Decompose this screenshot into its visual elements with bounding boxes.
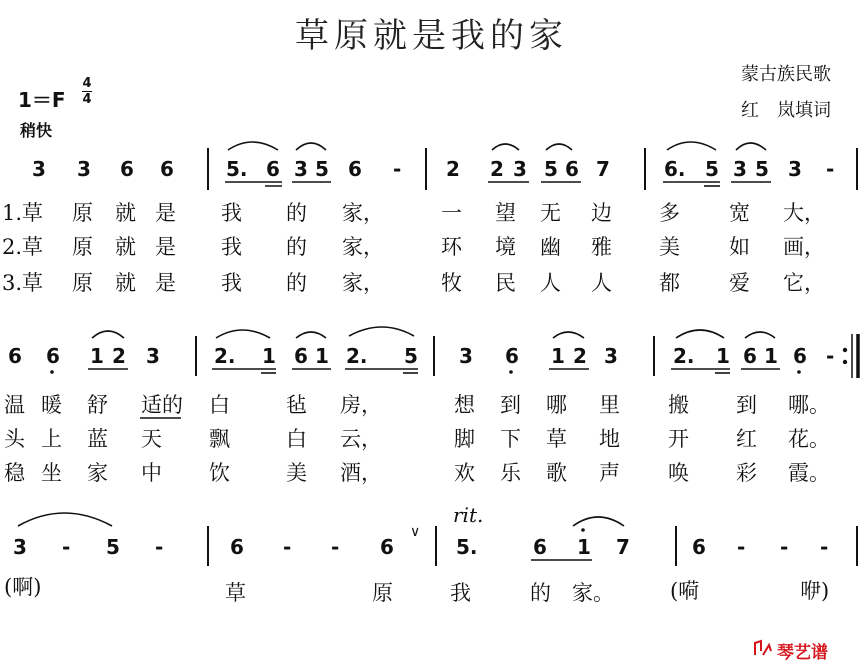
lyric: 白 <box>286 427 307 451</box>
lyric: 声 <box>599 461 620 485</box>
note: - <box>331 535 340 559</box>
lyric: 下 <box>500 427 521 451</box>
lyric: 草 <box>546 427 567 451</box>
note: 3 <box>513 157 527 181</box>
slur <box>18 513 112 526</box>
note: 1 <box>764 344 778 368</box>
lyric: 的 <box>530 581 551 605</box>
slur <box>546 144 572 150</box>
note: - <box>155 535 164 559</box>
lyric: 舒 <box>87 393 108 417</box>
note: 5 <box>755 157 769 181</box>
note: - <box>393 157 402 181</box>
repeat-dot <box>843 360 847 364</box>
note: 5 <box>404 344 418 368</box>
lyric: 坐 <box>41 461 62 485</box>
lyric: 原 <box>72 235 93 259</box>
note: 5 <box>315 157 329 181</box>
lyric: 一 <box>441 201 462 225</box>
lyric: 境 <box>495 235 516 259</box>
slur <box>216 330 270 338</box>
lyric: 原 <box>72 271 93 295</box>
note: - <box>780 535 789 559</box>
origin-credit: 蒙古族民歌 <box>741 64 831 85</box>
lyric: 暖 <box>41 393 62 417</box>
slur <box>349 327 414 336</box>
lyric: 乐 <box>500 461 521 485</box>
note: 6 <box>793 344 807 368</box>
lyric: 云， <box>340 427 382 451</box>
slur <box>228 142 278 150</box>
lyric: 原 <box>72 201 93 225</box>
lyric: 中 <box>141 461 162 485</box>
note: 1 <box>90 344 104 368</box>
note: 3 <box>604 344 618 368</box>
lyric: 红 <box>736 427 757 451</box>
lyric: 的 <box>286 235 307 259</box>
lyric: 饮 <box>209 461 230 485</box>
lyric: 望 <box>495 201 516 225</box>
lyric: 地 <box>599 427 620 451</box>
slur <box>492 144 519 150</box>
note: 5 <box>705 157 719 181</box>
note: 6 <box>505 344 519 368</box>
note: 6 <box>533 535 547 559</box>
note: 3 <box>788 157 802 181</box>
note: 3 <box>146 344 160 368</box>
note: 6 <box>266 157 280 181</box>
note: 1 <box>551 344 565 368</box>
lyric: 到 <box>500 393 521 417</box>
lyric: 蓝 <box>87 427 108 451</box>
note: 5 <box>544 157 558 181</box>
note: 6 <box>380 535 394 559</box>
lyric: 我 <box>221 235 242 259</box>
lyric: 家 <box>87 461 108 485</box>
note: 2 <box>490 157 504 181</box>
note: 6 <box>8 344 22 368</box>
breath-mark: ∨ <box>410 524 421 540</box>
note: 1 <box>716 344 730 368</box>
note: 5. <box>226 157 248 181</box>
lyric: 酒， <box>340 461 382 485</box>
octave-dot <box>509 370 513 374</box>
lyric: 画， <box>783 235 825 259</box>
logo-text: 琴艺谱 <box>777 643 828 663</box>
lyric: 白 <box>209 393 230 417</box>
lyric: 搬 <box>668 393 689 417</box>
slur <box>676 330 724 338</box>
tempo-marking: 稍快 <box>20 121 53 140</box>
lyric: 就 <box>115 235 136 259</box>
lyric: 美 <box>286 461 307 485</box>
note: 2 <box>573 344 587 368</box>
lyric: 草 <box>225 581 246 605</box>
note: 3 <box>32 157 46 181</box>
song-title: 草原就是我的家 <box>295 16 568 56</box>
lyric: 咿) <box>800 579 830 603</box>
lyric: 开 <box>668 427 689 451</box>
lyric: 唤 <box>668 461 689 485</box>
octave-dot <box>581 528 585 532</box>
note: 6 <box>160 157 174 181</box>
watermark-logo <box>753 638 853 663</box>
lyric: 原 <box>372 581 393 605</box>
score-line-1 <box>2 142 857 296</box>
lyric: 到 <box>736 393 757 417</box>
note: - <box>826 344 835 368</box>
note: 1 <box>315 344 329 368</box>
slur <box>92 331 124 338</box>
lyric: 头 <box>4 427 25 451</box>
note: 6 <box>743 344 757 368</box>
lyric: 就 <box>115 201 136 225</box>
note: 6. <box>664 157 686 181</box>
lyric: 3.草 <box>2 271 44 295</box>
note: 6 <box>692 535 706 559</box>
music-logo-icon <box>753 639 773 657</box>
note: - <box>62 535 71 559</box>
lyric: 是 <box>155 235 176 259</box>
note: 3 <box>77 157 91 181</box>
note: - <box>820 535 829 559</box>
note: 7 <box>596 157 610 181</box>
slur <box>296 332 326 338</box>
note: 6 <box>46 344 60 368</box>
slur <box>553 332 584 338</box>
score-line-2 <box>4 327 858 486</box>
lyric: 房， <box>340 393 382 417</box>
note: - <box>737 535 746 559</box>
note: 3 <box>733 157 747 181</box>
key-signature: 1＝F <box>18 88 66 112</box>
lyricist-credit: 红 岚填词 <box>741 100 831 121</box>
lyric: 想 <box>454 393 475 417</box>
lyric: 美 <box>659 235 680 259</box>
lyric: 1.草 <box>2 201 44 225</box>
lyric: 我 <box>221 271 242 295</box>
lyric: 人 <box>540 271 561 295</box>
time-signature-top: 4 <box>82 76 92 91</box>
note: 5. <box>456 535 478 559</box>
lyric: 上 <box>41 427 62 451</box>
note: 6 <box>120 157 134 181</box>
lyric: 歌 <box>546 461 567 485</box>
lyric: 的 <box>286 271 307 295</box>
ritardando-mark: rit. <box>453 503 484 527</box>
note: 5 <box>106 535 120 559</box>
lyric: 稳 <box>4 461 25 485</box>
lyric: 花。 <box>788 427 830 451</box>
lyric: 它， <box>783 271 825 295</box>
lyric: 大， <box>783 201 825 225</box>
note: 6 <box>230 535 244 559</box>
note: 3 <box>459 344 473 368</box>
lyric: 飘 <box>209 427 230 451</box>
lyric: 我 <box>450 581 471 605</box>
lyric: 幽 <box>540 235 561 259</box>
note: 2 <box>446 157 460 181</box>
lyric: 无 <box>540 201 561 225</box>
lyric: 家， <box>342 201 384 225</box>
octave-dot <box>797 370 801 374</box>
lyric: 温 <box>4 393 25 417</box>
time-signature-bottom: 4 <box>82 92 92 107</box>
lyric: 适的 <box>141 393 183 417</box>
lyric: 欢 <box>454 461 475 485</box>
lyric: 多 <box>659 201 680 225</box>
lyric: 2.草 <box>2 235 44 259</box>
note: 1 <box>262 344 276 368</box>
note: - <box>283 535 292 559</box>
lyric: 家， <box>342 235 384 259</box>
slur <box>745 332 775 338</box>
note: 7 <box>616 535 630 559</box>
note: 6 <box>565 157 579 181</box>
slur <box>736 143 766 150</box>
lyric: 雅 <box>591 235 612 259</box>
note: 3 <box>13 535 27 559</box>
lyric: (啊) <box>4 575 42 599</box>
lyric: 里 <box>599 393 620 417</box>
note: - <box>826 157 835 181</box>
note: 3 <box>294 157 308 181</box>
lyric: 是 <box>155 271 176 295</box>
lyric: 的 <box>286 201 307 225</box>
lyric: 宽 <box>729 201 750 225</box>
lyric: (嗬 <box>670 579 700 603</box>
note: 2. <box>214 344 236 368</box>
octave-dot <box>50 370 54 374</box>
slur <box>667 142 716 150</box>
lyric: 毡 <box>286 393 307 417</box>
lyric: 人 <box>591 271 612 295</box>
lyric: 家， <box>342 271 384 295</box>
repeat-dot <box>843 348 847 352</box>
lyric: 哪。 <box>788 393 830 417</box>
note: 2. <box>346 344 368 368</box>
lyric: 如 <box>729 235 750 259</box>
lyric: 天 <box>141 427 162 451</box>
lyric: 环 <box>441 235 462 259</box>
lyric: 牧 <box>441 271 462 295</box>
note: 6 <box>294 344 308 368</box>
score-line-3 <box>4 503 857 605</box>
note: 1 <box>577 535 591 559</box>
lyric: 家。 <box>572 581 614 605</box>
lyric: 就 <box>115 271 136 295</box>
note: 2. <box>673 344 695 368</box>
slur <box>573 517 624 526</box>
lyric: 我 <box>221 201 242 225</box>
note: 6 <box>348 157 362 181</box>
lyric: 民 <box>495 271 516 295</box>
lyric: 哪 <box>546 393 567 417</box>
lyric: 脚 <box>454 427 475 451</box>
note: 2 <box>112 344 126 368</box>
lyric: 霞。 <box>788 461 830 485</box>
lyric: 边 <box>591 201 612 225</box>
lyric: 彩 <box>736 461 757 485</box>
lyric: 都 <box>659 271 680 295</box>
slur <box>296 143 326 150</box>
lyric: 爱 <box>729 271 750 295</box>
lyric: 是 <box>155 201 176 225</box>
